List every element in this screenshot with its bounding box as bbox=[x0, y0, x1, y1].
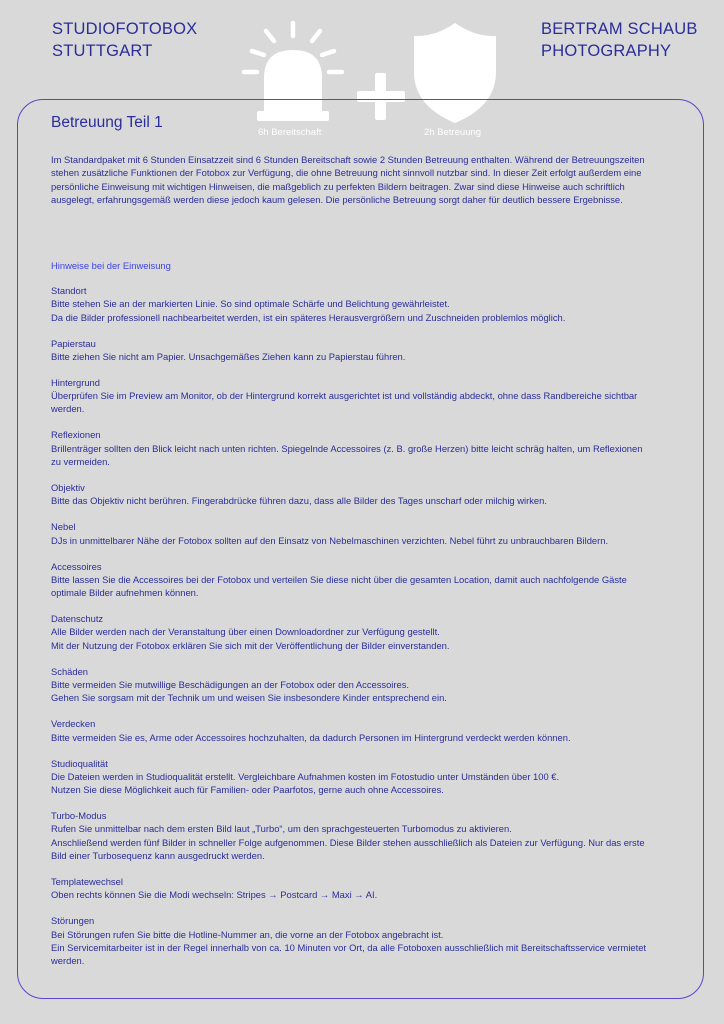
section-heading: Verdecken bbox=[51, 718, 96, 730]
section-heading: Reflexionen bbox=[51, 429, 101, 441]
section-body: Überprüfen Sie im Preview am Monitor, ob der Hintergrund korrekt ausgerichtet ist und vollständig abdeckt, ohne dass Randbereiche sichtbar werden. bbox=[51, 390, 638, 415]
section-heading: Datenschutz bbox=[51, 613, 104, 625]
section-heading: Turbo-Modus bbox=[51, 810, 107, 822]
section-heading: Papierstau bbox=[51, 337, 96, 349]
section-standort bbox=[51, 284, 651, 324]
brand-right-line1: BERTRAM SCHAUB bbox=[541, 20, 698, 38]
section-heading: Studioqualität bbox=[51, 757, 108, 769]
section-heading: Objektiv bbox=[51, 482, 85, 494]
section-verdecken bbox=[51, 717, 651, 744]
section-body: Brillenträger sollten den Blick leicht nach unten richten. Spiegelnde Accessoires (z. B. große Herzen) bitte leicht schräg halten, um Reflexionen zu vermeiden. bbox=[51, 442, 643, 468]
section-body: Alle Bilder werden nach der Veranstaltung über einen Downloadordner zur Verfügung gestellt. Mit der Nutzung der Fotobox erklären Sie sich mit der Veröffentlichung der Bilder einverstanden. bbox=[51, 626, 450, 651]
section-accessoires bbox=[51, 560, 651, 600]
brand-left-line1: STUDIOFOTOBOX bbox=[52, 20, 198, 38]
section-schäden bbox=[51, 665, 651, 705]
section-body: Die Dateien werden in Studioqualität erstellt. Vergleichbare Aufnahmen kosten im Fotostudio unter Umständen über 100 €. Nutzen Sie diese Möglichkeit auch für Familien- oder Paarfotos, gerne auch ohne Accessoires. bbox=[51, 770, 560, 796]
section-turbo-modus bbox=[51, 809, 651, 862]
sections-list bbox=[51, 284, 651, 980]
shield-label: 2h Betreuung bbox=[424, 127, 482, 138]
section-heading: Standort bbox=[51, 285, 87, 296]
section-heading: Accessoires bbox=[51, 560, 102, 572]
section-nebel bbox=[51, 520, 651, 547]
section-papierstau bbox=[51, 337, 651, 364]
section-studioqualität bbox=[51, 757, 651, 797]
brand-left-line2: STUTTGART bbox=[52, 42, 153, 60]
section-body: Bitte vermeiden Sie mutwillige Beschädigungen an der Fotobox oder den Accessoires. Gehen Sie sorgsam mit der Technik um und weisen Sie insbesondere Kinder entsprechend ein. bbox=[51, 679, 447, 704]
section-heading: Nebel bbox=[51, 521, 76, 533]
intro-text: Im Standardpaket mit 6 Stunden Einsatzzeit sind 6 Stunden Bereitschaft sowie 2 Stunden Betreuung enthalten. Während der Betreuungszeiten stehen zusätzliche Funktionen der Fotobox zur Verfügung, die ohne Betreuung nicht sinnvoll nutzbar sind. In dieser Zeit erfolgt außerdem eine persönliche Einweisung mit wichtigen Hinweisen, die maßgeblich zu perfekten Bildern beitragen. Zwar sind diese Hinweise auch schriftlich ausgelegt, erfahrungsgemäß werden diese jedoch kaum gelesen. Die persönliche Betreuung sorgt daher für deutlich bessere Ergebnisse. bbox=[51, 154, 645, 205]
intro-paragraph bbox=[51, 153, 651, 206]
section-body: Bitte vermeiden Sie es, Arme oder Accessoires hochzuhalten, da dadurch Personen im Hintergrund verdeckt werden können. bbox=[51, 731, 571, 743]
brand-right-line2: PHOTOGRAPHY bbox=[541, 42, 672, 60]
sections-heading: Hinweise bei der Einweisung bbox=[51, 260, 171, 271]
section-heading: Hintergrund bbox=[51, 376, 100, 388]
page-title: Betreuung Teil 1 bbox=[51, 114, 163, 131]
section-body: Bitte stehen Sie an der markierten Linie. So sind optimale Schärfe und Belichtung gewährleistet. Da die Bilder professionell nachbearbeitet werden, ist ein späteres Herausvergrößern und Zuschneiden problemlos möglich. bbox=[51, 298, 566, 323]
section-body: Bitte ziehen Sie nicht am Papier. Unsachgemäßes Ziehen kann zu Papierstau führen. bbox=[51, 350, 406, 362]
section-templatewechsel bbox=[51, 875, 651, 902]
section-objektiv bbox=[51, 481, 651, 508]
section-body: Bitte das Objektiv nicht berühren. Fingerabdrücke führen dazu, dass alle Bilder des Tages unscharf oder milchig wirken. bbox=[51, 495, 547, 507]
section-body: Bei Störungen rufen Sie bitte die Hotline-Nummer an, die vorne an der Fotobox angebracht ist. Ein Servicemitarbeiter ist in der Regel innerhalb von ca. 10 Minuten vor Ort, da alle Fotoboxen ausschließlich mit Bereitschaftsservice vermietet werden. bbox=[51, 928, 647, 967]
section-heading: Templatewechsel bbox=[51, 876, 123, 888]
section-datenschutz bbox=[51, 612, 651, 652]
section-body: DJs in unmittelbarer Nähe der Fotobox sollten auf den Einsatz von Nebelmaschinen verzichten. Nebel führt zu unbrauchbaren Bildern. bbox=[51, 534, 609, 546]
section-hintergrund bbox=[51, 376, 651, 416]
section-body: Oben rechts können Sie die Modi wechseln: Stripes → Postcard → Maxi → AI. bbox=[51, 889, 378, 901]
section-reflexionen bbox=[51, 428, 651, 468]
section-body: Rufen Sie unmittelbar nach dem ersten Bild laut „Turbo“, um den sprachgesteuerten Turbomodus zu aktivieren. Anschließend werden fünf Bilder in schneller Folge aufgenommen. Diese Bilder stehen ausschließlich als Dateien zur Verfügung. Nur das erste Bild einer Turbosequenz kann ausgedruckt werden. bbox=[51, 823, 645, 862]
section-störungen bbox=[51, 914, 651, 967]
beacon-label: 6h Bereitschaft bbox=[258, 127, 322, 138]
section-body: Bitte lassen Sie die Accessoires bei der Fotobox und verteilen Sie diese nicht über die gesamten Location, damit auch nachfolgende Gäste optimale Bilder aufnehmen können. bbox=[51, 573, 627, 599]
section-heading: Schäden bbox=[51, 665, 89, 677]
section-heading: Störungen bbox=[51, 915, 95, 927]
